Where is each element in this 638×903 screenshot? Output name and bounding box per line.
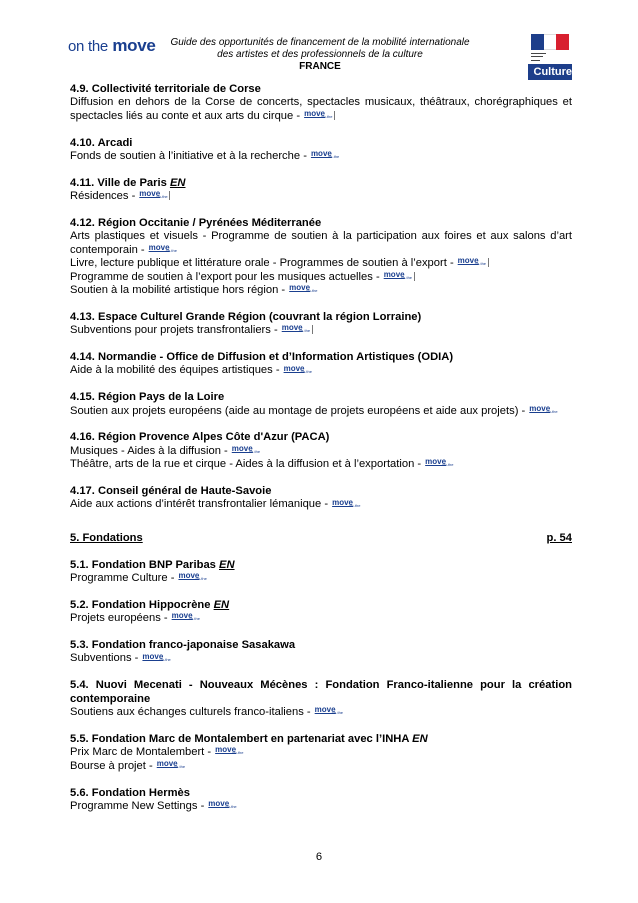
fondations-heading[interactable]: 5. Fondations p. 54: [70, 531, 572, 544]
section-4-16: 4.16. Région Provence Alpes Côte d'Azur (PACA) Musiques - Aides à la diffusion - move on-the Théâtre, arts de la rue et cirque - Aides à la diffusion et à l’exportation - move on-the: [70, 431, 572, 471]
on-the-move-logo: on the move: [68, 36, 156, 55]
on-the-move-link-icon[interactable]: move on-the: [139, 191, 171, 201]
header-country: FRANCE: [299, 61, 341, 72]
section-5-4: 5.4. Nuovi Mecenati - Nouveaux Mécènes : Fondation Franco-italienne pour la création contemporaine Soutiens aux échanges culturels franco-italiens - move on-the: [70, 679, 572, 719]
on-the-move-link-icon[interactable]: move on-the: [208, 798, 237, 809]
section-4-9: 4.9. Collectivité territoriale de Corse Diffusion en dehors de la Corse de concerts, spectacles musicaux, théâtraux, chorégraphiques et spectacles liés au conte et aux arts du cirque - move on-the: [70, 83, 572, 122]
section-4-10: 4.10. Arcadi Fonds de soutien à l’initiative et à la recherche - move on-the: [70, 137, 572, 164]
on-the-move-link-icon[interactable]: move on-the: [332, 497, 361, 508]
on-the-move-link-icon[interactable]: move on-the: [283, 363, 312, 374]
on-the-move-link-icon[interactable]: move on-the: [171, 611, 200, 622]
ministry-culture-logo: ▬▬▬▬▬ ▬▬▬▬ ▬▬▬ Culture: [528, 34, 572, 82]
on-the-move-link-icon[interactable]: move on-the: [529, 403, 558, 414]
section-5-6: 5.6. Fondation Hermès Programme New Settings - move on-the: [70, 787, 572, 814]
on-the-move-link-icon[interactable]: move on-the: [215, 745, 244, 756]
page-header: [0, 0, 638, 80]
section-5-1: 5.1. Fondation BNP Paribas EN Programme Culture - move on-the: [70, 558, 235, 585]
on-the-move-link-icon[interactable]: move on-the: [156, 758, 186, 769]
fondations-page-ref: p. 54: [546, 531, 572, 544]
on-the-move-link-icon[interactable]: move on-the: [310, 149, 340, 160]
section-4-12: 4.12. Région Occitanie / Pyrénées Méditerranée Arts plastiques et visuels - Programme de soutien à la participation aux foires et aux salons d’art contemporain - move on-the Livre, lecture publique et littérature orale - Programmes de soutien à l’export - move on-the Programme de soutien à l’export pour les musiques actuelles - move on-the Soutien à la mobilité artistique hors région - move on-the: [70, 217, 572, 297]
on-the-move-link-icon[interactable]: move on-the: [231, 443, 261, 454]
on-the-move-link-icon[interactable]: move on-the: [289, 283, 318, 294]
page-content: [70, 83, 572, 827]
section-4-11: 4.11. Ville de Paris EN Résidences - move on-the: [70, 176, 186, 203]
section-5-2: 5.2. Fondation Hippocrène EN Projets européens - move on-the: [70, 598, 230, 625]
en-link[interactable]: EN: [169, 176, 186, 189]
on-the-move-link-icon[interactable]: move on-the: [304, 111, 336, 121]
on-the-move-link-icon[interactable]: move on-the: [178, 571, 207, 582]
section-5-3: 5.3. Fondation franco-japonaise Sasakawa Subventions - move on-the: [70, 639, 296, 665]
on-the-move-link-icon[interactable]: move on-the: [425, 457, 454, 468]
section-4-17: 4.17. Conseil général de Haute-Savoie Aide aux actions d’intérêt transfrontalier lémanique - move on-the: [70, 485, 572, 512]
french-flag-icon: [531, 34, 569, 50]
on-the-move-link-icon[interactable]: move on-the: [384, 272, 416, 282]
page-number: 6: [315, 851, 323, 863]
section-4-14: 4.14. Normandie - Office de Diffusion et d’Information Artistiques (ODIA) Aide à la mobilité des équipes artistiques - move on-the: [70, 351, 454, 377]
on-the-move-link-icon[interactable]: move on-the: [142, 651, 171, 662]
header-title: Guide des opportunités de financement de la mobilité internationale des artistes et des professionnels de la culture FRANCE: [150, 37, 490, 73]
en-link[interactable]: EN: [412, 732, 428, 745]
en-link[interactable]: EN: [219, 558, 235, 571]
on-the-move-link-icon[interactable]: move on-the: [148, 242, 177, 253]
section-4-13: 4.13. Espace Culturel Grande Région (couvrant la région Lorraine) Subventions pour projets transfrontaliers - move on-the: [70, 310, 422, 337]
en-link[interactable]: EN: [213, 598, 230, 611]
on-the-move-link-icon[interactable]: move on-the: [282, 325, 314, 335]
on-the-move-link-icon[interactable]: move on-the: [314, 705, 344, 716]
on-the-move-link-icon[interactable]: move on-the: [458, 258, 490, 268]
section-5-5: 5.5. Fondation Marc de Montalembert en partenariat avec l’INHA EN Prix Marc de Montalembert - move on-the Bourse à projet - move on-the: [70, 732, 428, 772]
section-4-15: 4.15. Région Pays de la Loire Soutien aux projets européens (aide au montage de projets européens et aide aux projets) - move on-the: [70, 391, 572, 418]
